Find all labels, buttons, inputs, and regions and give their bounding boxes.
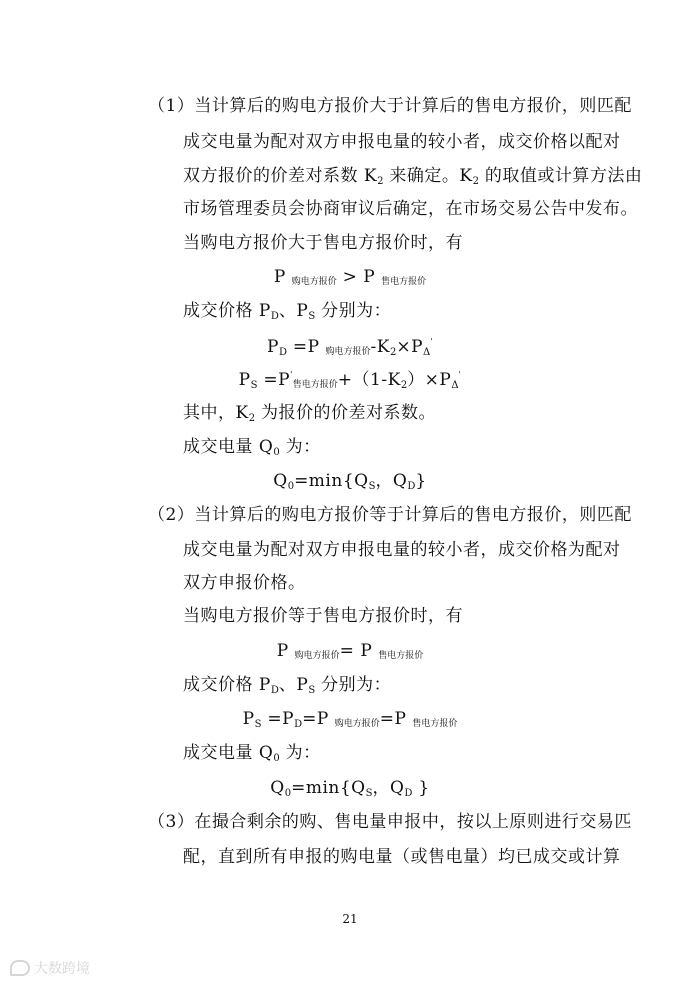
item2-line-3: 双方申报价格。 xyxy=(183,573,306,593)
watermark xyxy=(10,958,90,978)
item2-line-2: 成交电量为配对双方申报电量的较小者，成交价格为配对 xyxy=(183,540,621,560)
k2-note: 其中，$K_2$ 为报价的价差对系数。 xyxy=(183,403,436,424)
item2-line-1: （2）当计算后的购电方报价等于计算后的售电方报价，则匹配 xyxy=(148,505,632,525)
q-intro-1: 成交电量 $Q_0$ 为： xyxy=(183,437,321,458)
formula-buy-greater-sell: P 购电方报价 > P 售电方报价 xyxy=(273,267,427,287)
price-intro-1: 成交价格 $P_D$、$P_S$ 分别为： xyxy=(183,301,392,322)
item1-line-2: 成交电量为配对双方申报电量的较小者，成交价格以配对 xyxy=(183,132,621,152)
formula-q0-1: $Q_0=\min\{Q_S$，$Q_D$} xyxy=(273,471,427,492)
item2-line-4: 当购电方报价等于售电方报价时，有 xyxy=(183,606,463,626)
page-number: 21 xyxy=(342,912,358,926)
item1-line-3: 双方报价的价差对系数 $K_2$ 来确定。$K_2$ 的取值或计算方法由 xyxy=(183,166,643,187)
item3-line-2: 配，直到所有申报的购电量（或售电量）均已成交或计算 xyxy=(183,847,621,867)
q-intro-2: 成交电量 $Q_0$ 为： xyxy=(183,743,321,764)
chat-bubble-icon xyxy=(10,960,30,976)
formula-ps: $P_S =P'$售电方报价$+(1-K_2)\times P_\Delta'$ xyxy=(238,370,462,391)
watermark-text: 大数跨境 xyxy=(34,961,90,977)
item1-line-5: 当购电方报价大于售电方报价时，有 xyxy=(183,233,463,253)
formula-q0-2: $Q_0=\min\{Q_S$，$Q_D$ } xyxy=(270,778,430,799)
formula-pd: $P_D =P$ 购电方报价$-K_2\times P_\Delta'$ xyxy=(267,337,433,358)
item3-line-1: （3）在撮合剩余的购、售电量申报中，按以上原则进行交易匹 xyxy=(148,812,632,832)
formula-buy-equal-sell: P 购电方报价= P 售电方报价 xyxy=(276,641,424,661)
price-intro-2: 成交价格 $P_D$、$P_S$ 分别为： xyxy=(183,675,392,696)
item1-line-4: 市场管理委员会协商审议后确定，在市场交易公告中发布。 xyxy=(183,199,638,219)
item1-line-1: （1）当计算后的购电方报价大于计算后的售电方报价，则匹配 xyxy=(148,96,632,116)
formula-ps-pd-equal: $P_S =P_D=P$ 购电方报价=P 售电方报价 xyxy=(242,709,458,730)
